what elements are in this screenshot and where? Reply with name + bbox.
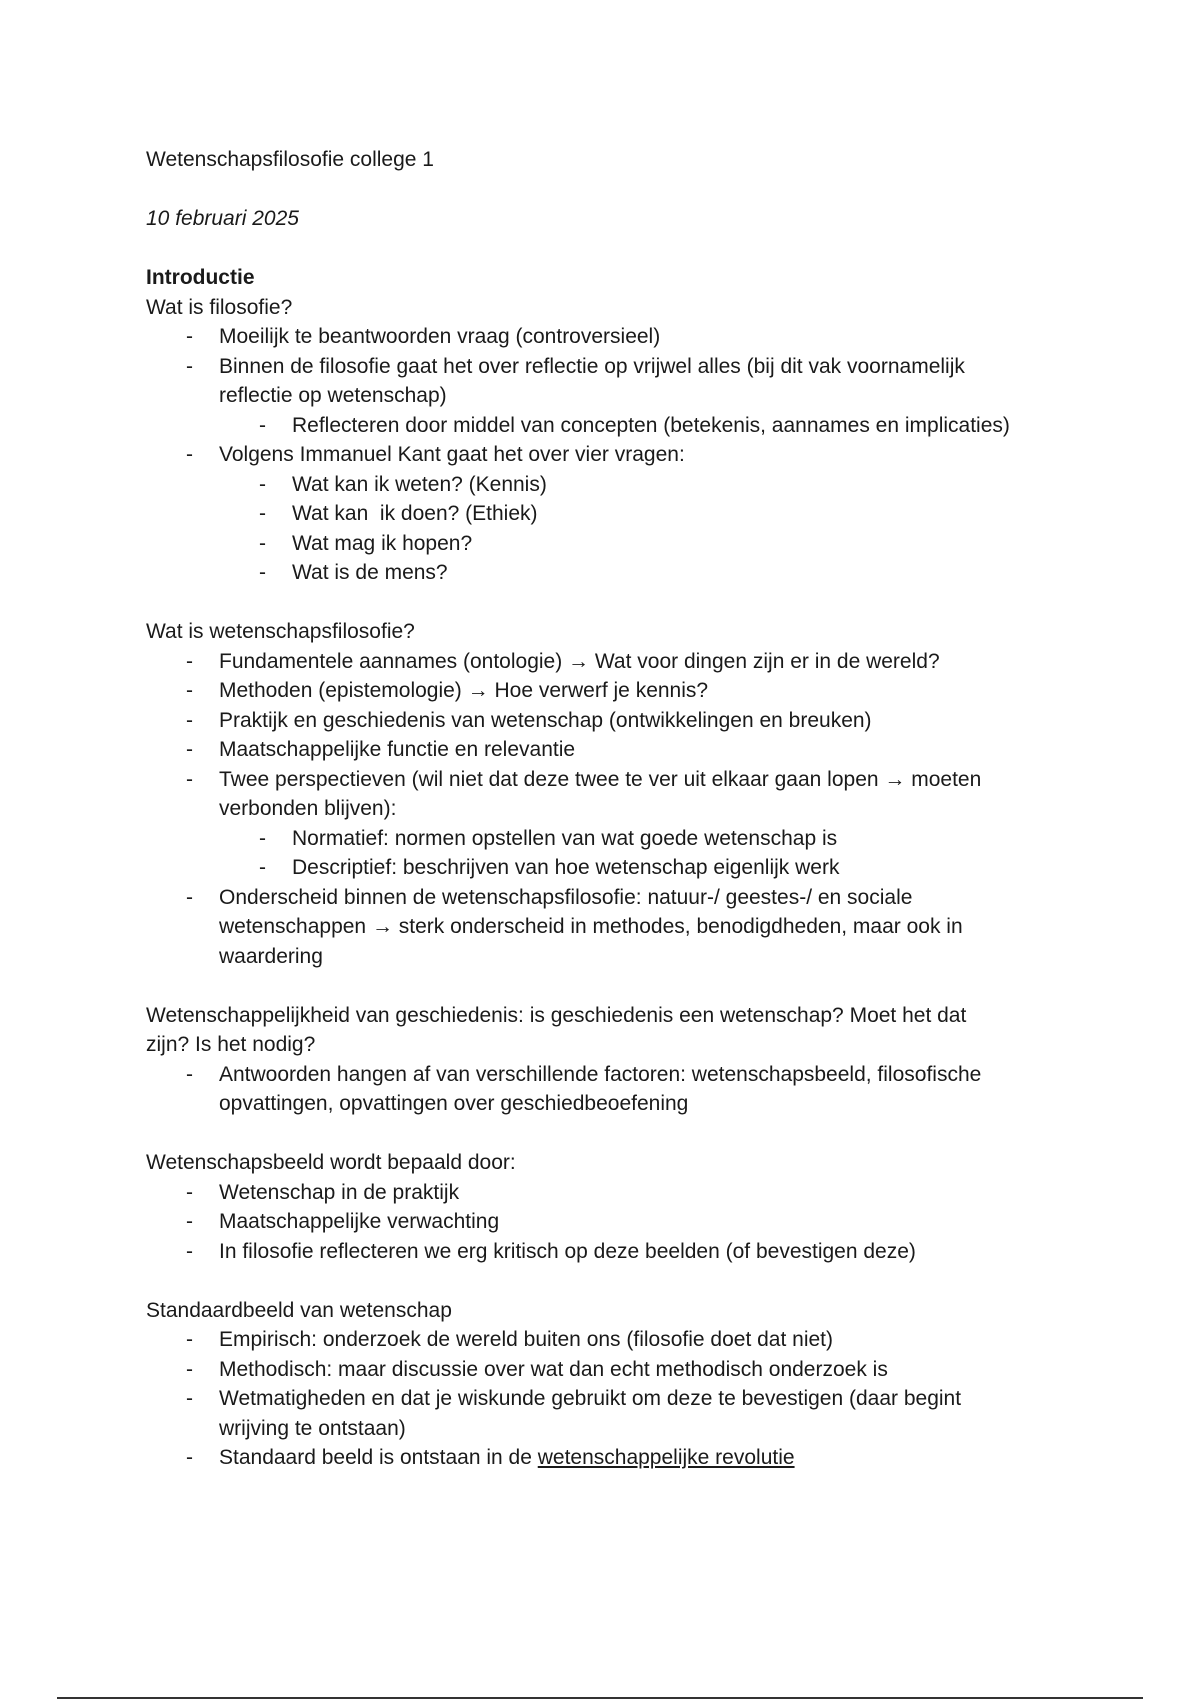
question-wetenschapsfilosofie: Wat is wetenschapsfilosofie?	[146, 620, 415, 643]
bullet-dash: -	[186, 649, 193, 673]
geschiedenis-question: Wetenschappelijkheid van geschiedenis: is geschiedenis een wetenschap? Moet het dat zijn? Is het nodig?	[146, 1003, 967, 1056]
wetenschappelijke-revolutie-link[interactable]: wetenschappelijke revolutie	[537, 1446, 795, 1469]
perspectives-list	[219, 824, 1086, 883]
bullet-dash: -	[259, 856, 266, 879]
list-item: - Wat mag ik hopen?	[219, 529, 1086, 559]
bullet-dash: -	[186, 738, 193, 761]
bullet-dash: -	[186, 1328, 193, 1351]
list-item: - Empirisch: onderzoek de wereld buiten ons (filosofie doet dat niet)	[146, 1325, 1086, 1355]
bullet-dash: -	[186, 708, 193, 732]
list-item: - Methodisch: maar discussie over wat dan echt methodisch onderzoek is	[146, 1355, 1086, 1385]
bullet-dash: -	[186, 1357, 193, 1381]
geschiedenis-list	[146, 1060, 1086, 1119]
document-date: 10 februari 2025	[146, 207, 299, 230]
list-item: - Standaard beeld is ontstaan in de wetenschappelijke revolutie	[146, 1443, 1086, 1473]
list-item: - Twee perspectieven (wil niet dat deze twee te ver uit elkaar gaan lopen → moeten verbonden blijven):	[146, 765, 1086, 824]
document-title: Wetenschapsfilosofie college 1	[146, 148, 434, 171]
list-item-nested	[146, 411, 1086, 441]
bullet-dash: -	[186, 1180, 193, 1204]
list-item: - Wat kan ik doen? (Ethiek)	[219, 499, 1086, 529]
bullet-dash: -	[259, 561, 266, 584]
list-item: - Methoden (epistemologie) → Hoe verwerf je kennis?	[146, 676, 1086, 706]
list-item-nested	[146, 470, 1086, 588]
bullet-dash: -	[186, 1387, 193, 1410]
list-item: - Descriptief: beschrijven van hoe wetenschap eigenlijk werk	[219, 853, 1086, 883]
bullet-dash: -	[186, 325, 193, 348]
list-item: - Maatschappelijke verwachting	[146, 1207, 1086, 1237]
list-item: - Wetenschap in de praktijk	[146, 1178, 1086, 1208]
list-item: - Wat is de mens?	[219, 558, 1086, 588]
bullet-dash: -	[186, 885, 193, 909]
question-filosofie: Wat is filosofie?	[146, 295, 293, 319]
wetenschapsbeeld-list	[146, 1178, 1086, 1267]
list-item: - Maatschappelijke functie en relevantie	[146, 735, 1086, 765]
list-item: - Binnen de filosofie gaat het over reflectie op vrijwel alles (bij dit vak voornamelijk reflectie op wetenschap)	[146, 352, 1086, 411]
standaardbeeld-heading: Standaardbeeld van wetenschap	[146, 1298, 452, 1322]
bullet-dash: -	[259, 502, 266, 525]
list-item: - In filosofie reflecteren we erg kritisch op deze beelden (of bevestigen deze)	[146, 1237, 1086, 1267]
bullet-dash: -	[259, 531, 266, 555]
list-item: - Wat kan ik weten? (Kennis)	[219, 470, 1086, 500]
list-item: - Onderscheid binnen de wetenschapsfilosofie: natuur-/ geestes-/ en sociale wetenschappen → sterk onderscheid in methodes, benodigdheden, maar ook in waardering	[146, 883, 1086, 972]
kant-questions-list	[219, 470, 1086, 588]
section-heading-introductie: Introductie	[146, 266, 255, 289]
list-item: - Antwoorden hangen af van verschillende factoren: wetenschapsbeeld, filosofische opvattingen, opvattingen over geschiedbeoefening	[146, 1060, 1086, 1119]
list-item: - Normatief: normen opstellen van wat goede wetenschap is	[219, 824, 1086, 854]
list-item: - Reflecteren door middel van concepten (betekenis, aannames en implicaties)	[219, 411, 1086, 441]
bullet-dash: -	[259, 413, 266, 437]
bullet-dash: -	[186, 767, 193, 791]
bullet-dash: -	[259, 826, 266, 850]
list-item: - Moeilijk te beantwoorden vraag (controversieel)	[146, 322, 1086, 352]
bullet-dash: -	[259, 472, 266, 496]
sub-list	[219, 411, 1086, 441]
bullet-dash: -	[186, 679, 193, 702]
bullet-dash: -	[186, 1239, 193, 1263]
list-item-nested	[146, 824, 1086, 883]
bullet-dash: -	[186, 1446, 193, 1469]
list-item: - Praktijk en geschiedenis van wetenschap (ontwikkelingen en breuken)	[146, 706, 1086, 736]
filosofie-list	[146, 322, 1086, 588]
list-item: - Volgens Immanuel Kant gaat het over vier vragen:	[146, 440, 1086, 470]
bullet-dash: -	[186, 1210, 193, 1233]
list-item: - Wetmatigheden en dat je wiskunde gebruikt om deze te bevestigen (daar begint wrijving te ontstaan)	[146, 1384, 1086, 1443]
bullet-dash: -	[186, 354, 193, 378]
standaardbeeld-list	[146, 1325, 1086, 1473]
wetenschapsbeeld-heading: Wetenschapsbeeld wordt bepaald door:	[146, 1151, 516, 1174]
document-page	[146, 145, 1086, 1473]
list-item: - Fundamentele aannames (ontologie) → Wat voor dingen zijn er in de wereld?	[146, 647, 1086, 677]
page-bottom-rule	[57, 1697, 1143, 1699]
wetenschapsfilosofie-list	[146, 647, 1086, 972]
bullet-dash: -	[186, 1062, 193, 1086]
bullet-dash: -	[186, 443, 193, 466]
